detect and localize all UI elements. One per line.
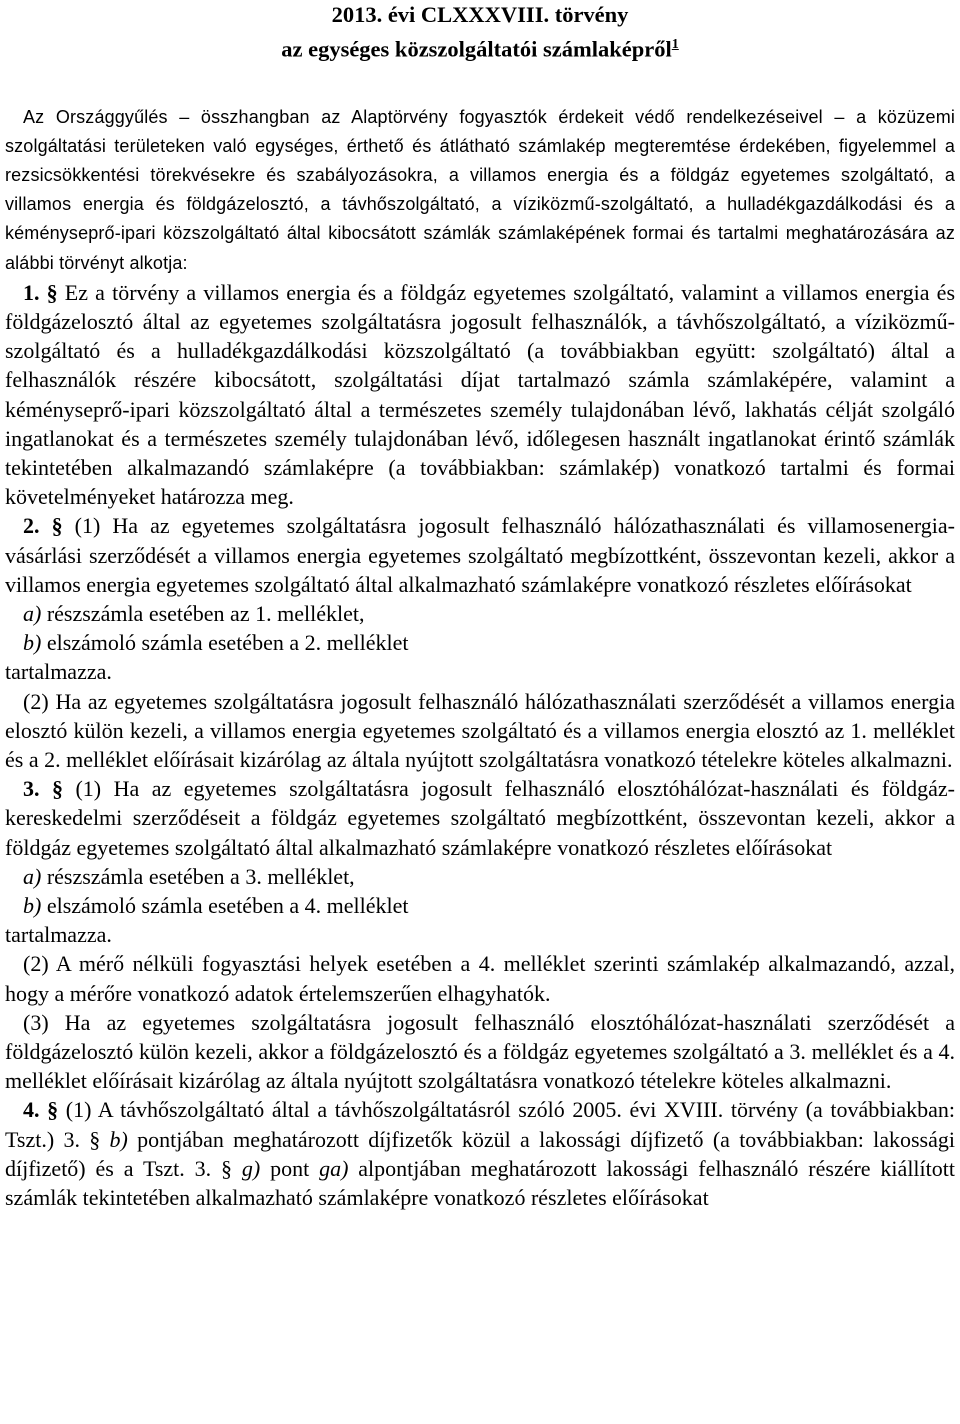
section-4-text-1: (1) A távhőszolgáltató által a távhőszolgáltatásról szóló 2005. évi XVIII. törvény (a továbbiakban: Tszt.) 3. § bbox=[5, 1097, 955, 1152]
section-3-paragraph-2: (2) A mérő nélküli fogyasztási helyek esetében a 4. melléklet szerinti számlakép alkalmazandó, azzal, hogy a mérőre vonatkozó adatok értelemszerűen elhagyhatók. bbox=[5, 951, 955, 1006]
section-2-number: 2. § bbox=[23, 513, 63, 539]
footnote-mark[interactable]: 1 bbox=[671, 37, 679, 52]
section-2-point-a bbox=[5, 599, 955, 628]
section-3-point-b bbox=[5, 891, 955, 920]
section-2-p1-text: (1) Ha az egyetemes szolgáltatásra jogosult felhasználó hálózathasználati és villamosenergia-vásárlási szerződését a villamos energia egyetemes szolgáltató megbízottként, összevontan kezeli, akkor a villamos energia egyetemes szolgáltató által alkalmazható számlaképre vonatkozó részletes előírásokat bbox=[5, 513, 955, 597]
section-4-point-ref-ga: ga) bbox=[319, 1155, 349, 1181]
law-title-subject bbox=[5, 30, 955, 65]
section-3-paragraph-3: (3) Ha az egyetemes szolgáltatásra jogosult felhasználó elosztóhálózat-használati szerződését a földgázelosztó külön kezeli, akkor a földgázelosztó és a földgáz egyetemes szolgáltató a 3. melléklet és a 4. melléklet előírásait kizárólag az általa nyújtott szolgáltatásra vonatkozó tételekre köteles alkalmazni. bbox=[5, 1009, 955, 1094]
section-2-point-b bbox=[5, 628, 955, 657]
section-4-text-4: alpontjában meghatározott lakossági felhasználó részére kiállított számlák tekintetében alkalmazható számlaképre vonatkozó részletes előírásokat bbox=[5, 1155, 955, 1211]
section-3-closing: tartalmazza. bbox=[5, 922, 112, 948]
law-title bbox=[5, 0, 955, 65]
section-2-closing: tartalmazza. bbox=[5, 659, 112, 685]
section-4-text-2: pontjában meghatározott díjfizetők közül a lakossági díjfizető (a továbbiakban: lakossági díjfizető) és a Tszt. 3. § bbox=[5, 1126, 955, 1181]
section-3-p1-text: (1) Ha az egyetemes szolgáltatásra jogosult felhasználó elosztóhálózat-használati és földgáz-kereskedelmi szerződéseit a földgáz egyetemes szolgáltató megbízottként, összevontan kezeli, akkor a földgáz egyetemes szolgáltató által alkalmazható számlaképre vonatkozó részletes előírásokat bbox=[5, 776, 955, 860]
law-title-number: 2013. évi CLXXXVIII. törvény bbox=[331, 2, 629, 27]
point-a-label: a) bbox=[23, 600, 42, 626]
section-4-point-ref-b: b) bbox=[109, 1126, 128, 1152]
point-b-text: elszámoló számla esetében a 4. melléklet bbox=[41, 892, 409, 918]
point-b-label: b) bbox=[23, 892, 42, 918]
section-3-point-a bbox=[5, 862, 955, 891]
law-document bbox=[5, 0, 955, 1212]
section-4-text-3: pont bbox=[260, 1155, 320, 1181]
section-1-number: 1. § bbox=[23, 279, 58, 305]
preamble: Az Országgyűlés – összhangban az Alaptörvény fogyasztók érdekeit védő rendelkezéseivel – a közüzemi szolgáltatási területeken való egységes, érthető és átlátható számlakép megteremtése érdekében, figyelemmel a rezsicsökkentési törekvésekre és szabályozásokra, a villamos energia és a földgáz egyetemes szolgáltató, a villamos energia és földgázelosztó, a távhőszolgáltató, a víziközmű-szolgáltató, a hulladékgazdálkodási és a kéményseprő-ipari közszolgáltató által kibocsátott számlák számlaképének formai és tartalmi meghatározására az alábbi törvényt alkotja: bbox=[5, 106, 955, 273]
point-a-label: a) bbox=[23, 863, 42, 889]
section-3-number: 3. § bbox=[23, 776, 63, 802]
point-b-text: elszámoló számla esetében a 2. melléklet bbox=[41, 630, 409, 656]
point-a-text: részszámla esetében a 3. melléklet, bbox=[41, 863, 355, 889]
section-4-number: 4. § bbox=[23, 1097, 59, 1123]
point-b-label: b) bbox=[23, 630, 42, 656]
section-2-paragraph-1 bbox=[5, 511, 955, 599]
law-title-subject-text: az egységes közszolgáltatói számlaképről bbox=[281, 36, 672, 62]
section-1 bbox=[5, 278, 955, 512]
point-a-text: részszámla esetében az 1. melléklet, bbox=[41, 600, 365, 626]
section-4-paragraph-1 bbox=[5, 1095, 955, 1212]
section-4-point-ref-g: g) bbox=[241, 1155, 261, 1181]
section-3-paragraph-1 bbox=[5, 774, 955, 862]
section-1-text: Ez a törvény a villamos energia és a földgáz egyetemes szolgáltató, valamint a villamos energia és földgázelosztó által az egyetemes szolgáltatásra jogosult felhasználók, a távhőszolgáltató, a víziközmű-szolgáltató és a hulladékgazdálkodási közszolgáltató (a továbbiakban együtt: szolgáltató) által a felhasználók részére kibocsátott, szolgáltatási díjat tartalmazó számla számlaképére, valamint a kéményseprő-ipari közszolgáltató által a természetes személy tulajdonában lévő, lakhatás célját szolgáló ingatlanokat és a természetes személy tulajdonában lévő, időlegesen használt ingatlanokat érintő számlák tekintetében alkalmazandó számlaképre (a továbbiakban: számlakép) vonatkozó tartalmi és formai követelményeket határozza meg. bbox=[5, 279, 956, 510]
section-2-paragraph-2: (2) Ha az egyetemes szolgáltatásra jogosult felhasználó hálózathasználati szerződését a villamos energia elosztó külön kezeli, a villamos energia egyetemes szolgáltató és a villamos energia elosztó az 1. melléklet és a 2. melléklet előírásait kizárólag az általa nyújtott szolgáltatásra vonatkozó tételekre köteles alkalmazni. bbox=[5, 688, 955, 772]
